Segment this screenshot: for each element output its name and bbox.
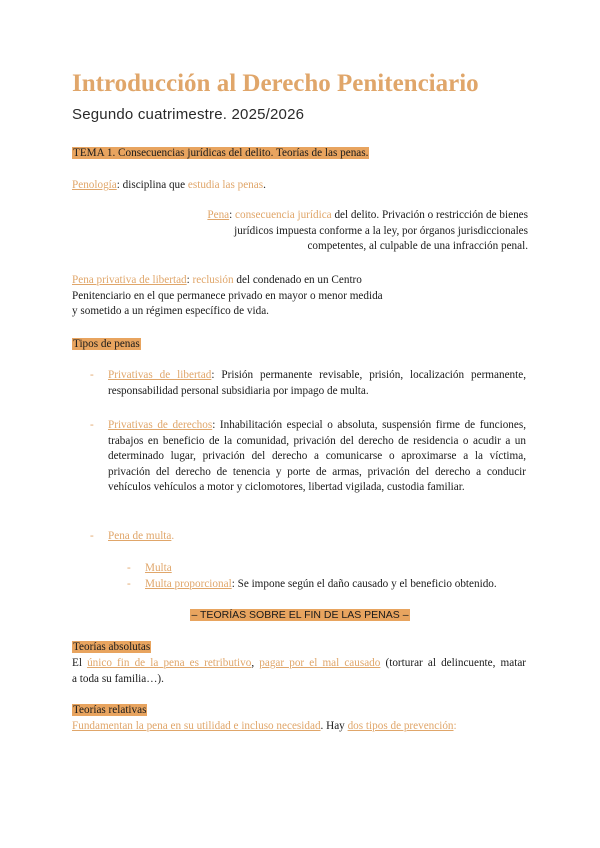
list-item-privativas-libertad (108, 368, 526, 399)
privativa-term: Pena privativa de libertad (72, 274, 187, 286)
privativa-sep: : (186, 274, 193, 286)
absolutas-highlight: Teorías absolutas (73, 641, 151, 653)
tema-heading (72, 146, 369, 162)
penologia-term: Penología (72, 179, 117, 191)
absolutas-pre: El (72, 657, 88, 669)
pena-line-3: competentes, al culpable de una infracción penal. (307, 240, 528, 253)
page-subtitle: Segundo cuatrimestre. 2025/2026 (72, 106, 305, 123)
pena-line1-rest: del delito. Privación o restricción de bienes (331, 209, 528, 221)
penologia-definition (72, 178, 266, 194)
teorias-highlight: – TEORÍAS SOBRE EL FIN DE LAS PENAS – (191, 609, 409, 621)
pena-link: consecuencia jurídica (235, 209, 332, 221)
pena-line-1 (150, 208, 528, 224)
pena-multa-end: . (171, 530, 175, 542)
privativas-libertad-text: : Prisión permanente revisable, prisión, localización permanente, responsabilidad personal subsidiaria por impago de multa. (108, 369, 526, 397)
sub-item-multa-proporcional (145, 577, 497, 593)
relativas-link-1: Fundamentan la pena en su utilidad e incluso necesidad (72, 720, 321, 732)
privativas-derechos-text: : Inhabilitación especial o absoluta, suspensión firme de funciones, trabajos en beneficio de la comunidad, privación del derecho de residencia o acudir a un determinado lugar, privación del derecho a comunicarse o aproximarse a la víctima, privación del derecho de tenencia y porte de armas, privación del derecho a conducir vehículos vehículos a motor y ciclomotores, libertad vigilada, custodia familiar. (108, 419, 527, 494)
multa-proporcional-text: : Se impone según el daño causado y el beneficio obtenido. (231, 578, 497, 590)
sub-item-multa (145, 561, 172, 577)
multa-term: Multa (145, 562, 172, 574)
absolutas-line1-rest: (torturar al delincuente, matar (380, 657, 527, 669)
pena-term: Pena (207, 209, 230, 221)
relativas-link-2: dos tipos de prevención (347, 720, 454, 732)
list-bullet: - (90, 369, 94, 381)
relativas-end: : (453, 720, 457, 732)
penologia-sep: : disciplina que (116, 179, 188, 191)
privativa-definition (72, 273, 383, 320)
penologia-end: . (263, 179, 266, 191)
relativas-heading (72, 703, 147, 719)
privativa-line-3: y sometido a un régimen específico de vida. (72, 305, 269, 318)
page-title: Introducción al Derecho Penitenciario (72, 70, 479, 97)
privativa-line-2: Penitenciario en el que permanece privado en mayor o menor medida (72, 289, 383, 302)
pena-multa-term: Pena de multa (108, 530, 172, 542)
absolutas-mid: , (251, 657, 260, 669)
absolutas-link-1: único fin de la pena es retributivo (87, 657, 252, 669)
penologia-link: estudia las penas (187, 179, 264, 191)
privativa-line1-rest: del condenado en un Centro (233, 274, 362, 286)
multa-proporcional-term: Multa proporcional (145, 578, 232, 590)
absolutas-link-2: pagar por el mal causado (259, 657, 381, 669)
privativas-derechos-term: Privativas de derechos (108, 419, 213, 431)
sub-list-bullet: - (127, 562, 131, 574)
relativas-highlight: Teorías relativas (73, 704, 147, 716)
tema-highlight: TEMA 1. Consecuencias jurídicas del delito. Teorías de las penas. (73, 147, 369, 159)
absolutas-line-1 (72, 656, 526, 672)
pena-line-2: jurídicos impuesta conforme a la ley, por órganos jurisdiccionales (234, 224, 528, 237)
privativa-line-1 (72, 273, 383, 289)
pena-sep: : (229, 209, 236, 221)
list-item-privativas-derechos (108, 418, 526, 496)
absolutas-heading (72, 640, 151, 656)
sub-list-bullet: - (127, 578, 131, 590)
list-bullet: - (90, 419, 94, 431)
relativas-mid: . Hay (320, 720, 348, 732)
privativas-libertad-term: Privativas de libertad (108, 369, 212, 381)
tipos-heading (72, 337, 141, 353)
tipos-highlight: Tipos de penas (73, 338, 140, 350)
list-bullet: - (90, 530, 94, 542)
privativa-link: reclusión (192, 274, 234, 286)
pena-definition (150, 208, 528, 255)
list-item-pena-multa (108, 529, 174, 545)
teorias-heading (0, 608, 600, 624)
absolutas-text (72, 656, 526, 687)
absolutas-line-2: a toda su familia…). (72, 672, 164, 685)
relativas-text (72, 719, 457, 735)
